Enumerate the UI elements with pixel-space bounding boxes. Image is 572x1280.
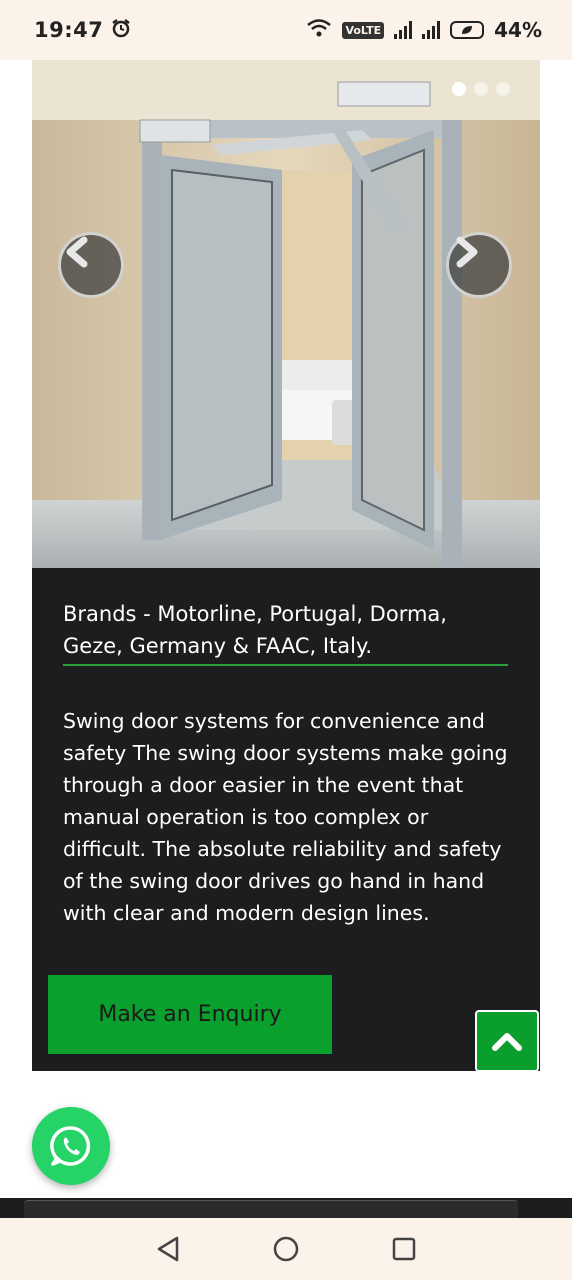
square-recents-icon — [391, 1236, 417, 1262]
system-nav-bar — [0, 1218, 572, 1280]
status-bar — [0, 0, 572, 60]
brands-text: Brands - Motorline, Portugal, Dorma, Geze, Germany & FAAC, Italy. — [63, 598, 508, 666]
status-right — [306, 18, 542, 43]
carousel-slide-image — [32, 60, 540, 568]
signal-icon-2 — [422, 21, 440, 39]
battery-level: 44% — [494, 18, 542, 42]
battery-icon — [450, 21, 484, 39]
alarm-icon — [111, 18, 131, 43]
carousel-dot[interactable] — [496, 82, 510, 96]
chevron-left-icon — [61, 235, 95, 269]
status-left — [34, 18, 131, 43]
carousel-dot[interactable] — [452, 82, 466, 96]
carousel-next-button[interactable] — [446, 232, 512, 298]
bottom-page-strip — [0, 1198, 572, 1218]
nav-back-button[interactable] — [153, 1234, 183, 1264]
volte-badge: VoLTE — [342, 22, 384, 39]
bottom-panel-edge — [24, 1200, 518, 1219]
triangle-back-icon — [155, 1235, 181, 1263]
signal-icon-1 — [394, 21, 412, 39]
whatsapp-icon — [47, 1122, 95, 1170]
circle-home-icon — [272, 1235, 300, 1263]
chevron-up-icon — [490, 1029, 524, 1053]
carousel-dot[interactable] — [474, 82, 488, 96]
carousel-prev-button[interactable] — [58, 232, 124, 298]
carousel-dots — [452, 82, 510, 96]
nav-home-button[interactable] — [271, 1234, 301, 1264]
make-enquiry-button[interactable]: Make an Enquiry — [48, 975, 332, 1054]
scroll-to-top-button[interactable] — [475, 1010, 539, 1072]
carousel[interactable] — [32, 60, 540, 568]
product-description: Swing door systems for convenience and safety The swing door systems make going through a door easier in the event that manual operation is too complex or difficult. The absolute reliability and safety of the swing door drives go hand in hand with clear and modern design lines. — [63, 709, 508, 925]
product-info-panel — [32, 568, 540, 1071]
chevron-right-icon — [449, 235, 483, 269]
wifi-icon — [306, 18, 332, 43]
whatsapp-button[interactable] — [32, 1107, 110, 1185]
status-time: 19:47 — [34, 18, 104, 42]
nav-recents-button[interactable] — [389, 1234, 419, 1264]
